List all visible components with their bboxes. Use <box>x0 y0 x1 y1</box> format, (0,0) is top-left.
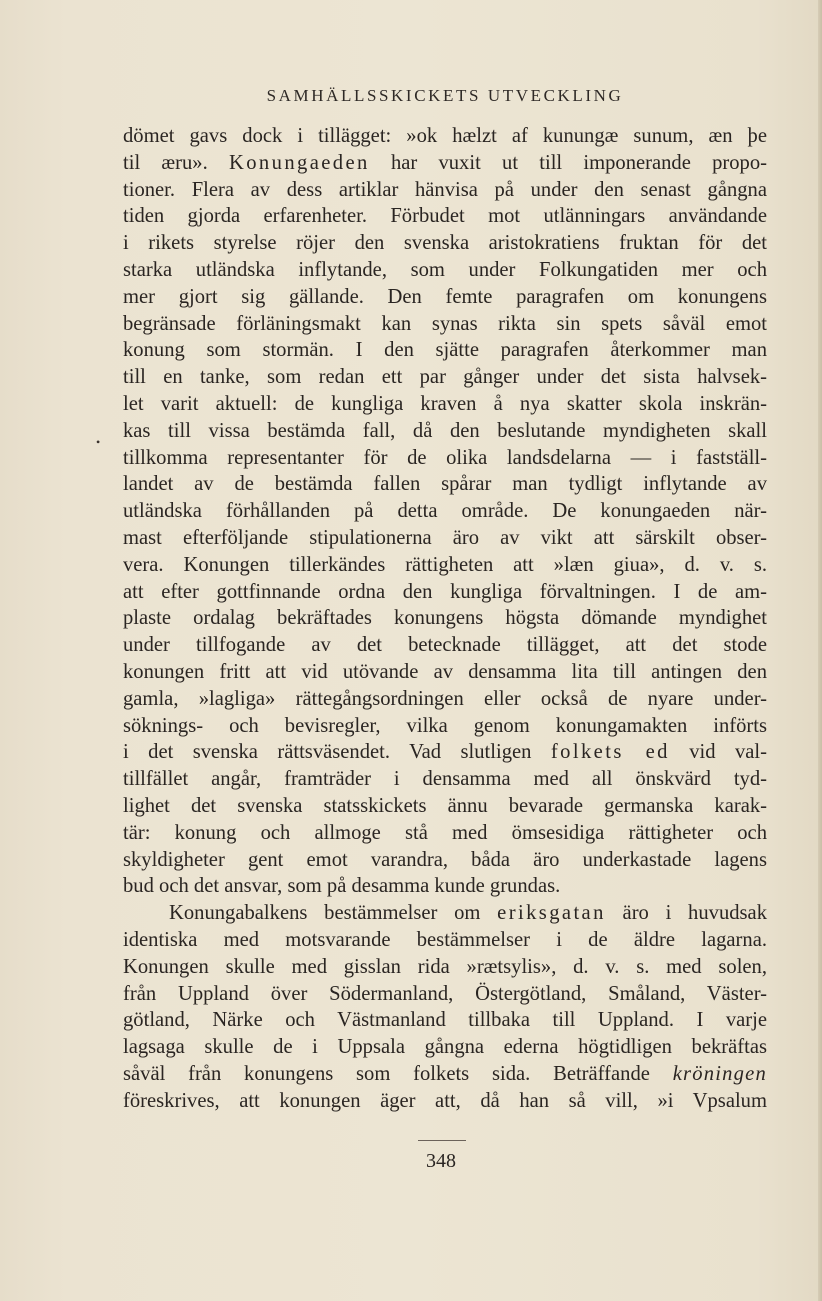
text-line <box>123 445 767 472</box>
running-header: SAMHÄLLSSKICKETS UTVECKLING <box>266 86 624 105</box>
text-line <box>123 1088 767 1115</box>
margin-mark: • <box>96 435 101 449</box>
text-line <box>123 364 767 391</box>
page-number: 348 <box>426 1150 456 1172</box>
text-line <box>123 927 767 954</box>
text-span: gamla, »lagliga» rättegångsordningen eller också de nyare under- <box>123 687 767 710</box>
text-span: tillfället angår, framträder i densamma med all önskvärd tyd- <box>123 768 767 791</box>
text-span: konung som stormän. I den sjätte paragrafen återkommer man <box>123 339 767 362</box>
text-line <box>123 311 767 338</box>
text-span: mast efterföljande stipulationerna äro av vikt att särskilt obser- <box>123 526 767 549</box>
text-line <box>123 739 767 766</box>
text-span: Konungabalkens bestämmelser om <box>169 902 498 925</box>
text-line <box>123 203 767 230</box>
text-span: begränsade förläningsmakt kan synas rikta sin spets såväl emot <box>123 312 767 335</box>
text-span: från Uppland över Södermanland, Östergötland, Småland, Väster- <box>123 982 767 1005</box>
text-span: tillkomma representanter för de olika landsdelarna — i fastställ- <box>123 446 767 469</box>
emphasis-span: kröningen <box>672 1062 767 1085</box>
text-span: let varit aktuell: de kungliga kraven å nya skatter skola inskrän- <box>123 392 767 415</box>
text-span: såväl från konungens som folkets sida. Beträffande <box>123 1062 673 1085</box>
text-span: skyldigheter gent emot varandra, båda äro underkastade lagens <box>123 848 767 871</box>
emphasis-span: Konungaeden <box>228 151 370 174</box>
text-span: till en tanke, som redan ett par gånger under det sista halvsek- <box>123 366 767 389</box>
text-line <box>123 686 767 713</box>
text-span: lighet det svenska statsskickets ännu bevarade germanska karak- <box>123 794 767 817</box>
text-line <box>123 284 767 311</box>
text-span: vid val- <box>669 741 767 764</box>
text-span: tioner. Flera av dess artiklar hänvisa på under den senast gångna <box>123 178 767 201</box>
text-span: tiden gjorda erfarenheter. Förbudet mot utlänningars användande <box>123 205 767 228</box>
text-line <box>123 177 767 204</box>
text-line <box>123 793 767 820</box>
text-span: lagsaga skulle de i Uppsala gångna ederna högtidligen bekräftas <box>123 1036 767 1059</box>
text-line <box>123 954 767 981</box>
page-edge <box>818 0 822 1301</box>
text-span: har vuxit ut till imponerande propo- <box>369 151 767 174</box>
text-line <box>123 632 767 659</box>
text-line <box>123 873 767 900</box>
text-span: i det svenska rättsväsendet. Vad slutligen <box>123 741 551 764</box>
text-span: bud och det ansvar, som på desamma kunde grundas. <box>123 875 561 898</box>
text-line <box>123 981 767 1008</box>
text-span: götland, Närke och Västmanland tillbaka till Uppland. I varje <box>123 1009 767 1032</box>
text-span: til æru». <box>123 151 229 174</box>
text-span: vera. Konungen tillerkändes rättigheten att »læn giua», d. v. s. <box>123 553 767 576</box>
footer-rule <box>418 1140 466 1141</box>
text-span: landet av de bestämda fallen spårar man tydligt inflytande av <box>123 473 767 496</box>
text-span: Konungen skulle med gisslan rida »rætsylis», d. v. s. med solen, <box>123 955 767 978</box>
text-line <box>123 498 767 525</box>
text-span: identiska med motsvarande bestämmelser i de äldre lagarna. <box>123 928 767 951</box>
text-line <box>123 525 767 552</box>
text-line <box>123 659 767 686</box>
text-span: under tillfogande av det betecknade tillägget, att det stode <box>123 634 767 657</box>
text-span: kas till vissa bestämda fall, då den beslutande myndigheten skall <box>123 419 767 442</box>
text-line <box>123 471 767 498</box>
text-line <box>123 713 767 740</box>
text-span: äro i huvudsak <box>605 902 767 925</box>
text-span: i rikets styrelse röjer den svenska aristokratiens fruktan för det <box>123 232 767 255</box>
text-line <box>123 579 767 606</box>
text-span: dömet gavs dock i tillägget: »ok hælzt af kunungæ sunum, æn þe <box>123 125 767 147</box>
text-line <box>123 123 767 150</box>
text-line <box>123 1061 767 1088</box>
text-line <box>123 1034 767 1061</box>
text-span: söknings- och bevisregler, vilka genom konungamakten införts <box>123 714 767 737</box>
text-span: att efter gottfinnande ordna den kungliga förvaltningen. I de am- <box>123 580 767 603</box>
text-span: föreskrives, att konungen äger att, då han så vill, »i Vpsalum <box>123 1089 767 1112</box>
text-span: utländska förhållanden på detta område. De konungaeden när- <box>123 500 767 523</box>
text-line <box>123 391 767 418</box>
text-span: tär: konung och allmoge stå med ömsesidiga rättigheter och <box>123 821 767 844</box>
body-text <box>123 123 767 1114</box>
text-line <box>123 1007 767 1034</box>
text-line <box>123 605 767 632</box>
text-line <box>123 230 767 257</box>
text-span: mer gjort sig gällande. Den femte paragrafen om konungens <box>123 285 767 308</box>
text-line <box>123 766 767 793</box>
emphasis-span: folkets ed <box>550 741 670 764</box>
text-line <box>123 820 767 847</box>
text-line <box>123 150 767 177</box>
text-span: plaste ordalag bekräftades konungens högsta dömande myndighet <box>123 607 767 630</box>
text-span: starka utländska inflytande, som under Folkungatiden mer och <box>123 258 767 281</box>
text-span: konungen fritt att vid utövande av densamma lita till antingen den <box>123 660 767 683</box>
text-line <box>123 418 767 445</box>
text-line <box>123 257 767 284</box>
emphasis-span: eriksgatan <box>497 902 606 925</box>
text-line <box>123 552 767 579</box>
text-line <box>123 900 767 927</box>
text-line <box>123 847 767 874</box>
text-line <box>123 337 767 364</box>
